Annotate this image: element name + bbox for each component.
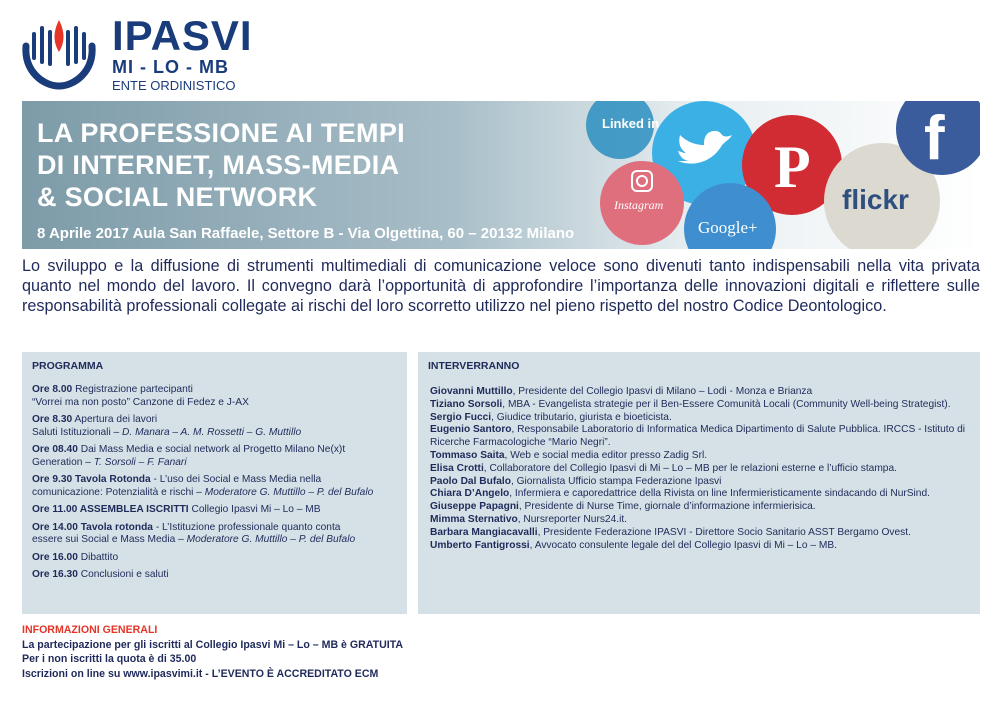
program-item <box>32 474 397 499</box>
speaker-item <box>430 540 968 553</box>
program-text: Apertura dei lavori <box>74 414 158 425</box>
program-time: Ore 8.00 <box>32 384 73 395</box>
svg-text:f: f <box>924 104 945 173</box>
speaker-role: , Giornalista Ufficio stampa Federazione Ipasvi <box>510 475 722 487</box>
svg-text:flickr: flickr <box>842 184 909 215</box>
speaker-name: Umberto Fantigrossi <box>430 539 530 551</box>
program-speakers: T. Sorsoli – F. Fanari <box>93 456 187 468</box>
hands-flame-icon <box>20 12 98 92</box>
speaker-role: , Giudice tributario, giurista e bioeticista. <box>491 411 672 423</box>
speaker-role: , Presidente di Nurse Time, giornale d’informazione infermierisica. <box>518 501 816 513</box>
program-item <box>32 384 397 409</box>
speaker-item <box>430 488 968 501</box>
speaker-item <box>430 501 968 514</box>
speaker-name: Paolo Dal Bufalo <box>430 475 511 487</box>
program-text: Dai Mass Media e social network al Progetto Milano Ne(x)t <box>80 444 346 455</box>
speaker-item <box>430 514 968 527</box>
speaker-item <box>430 476 968 489</box>
speaker-role: , Web e social media editor presso Zadig Srl. <box>504 449 708 461</box>
program-item <box>32 522 397 547</box>
program-text: Collegio Ipasvi Mi – Lo – MB <box>191 504 321 515</box>
speaker-name: Giuseppe Papagni <box>430 501 519 513</box>
svg-text:Instagram: Instagram <box>614 198 664 212</box>
instagram-icon <box>600 161 684 245</box>
program-speakers: Moderatore G. Muttillo – P. del Bufalo <box>186 534 356 545</box>
event-description: Lo sviluppo e la diffusione di strumenti multimediali di comunicazione veloce sono divenuti tanto indispensabili nella vita privata quanto nel mondo del lavoro. Il convegno darà l’opportunità di approfondire l’importanza delle innovazioni digitali e riflettere sulle responsabilità professionali collegate ai rischi del loro scorretto utilizzo nel pieno rispetto del nostro Codice Deontologico. <box>22 257 980 315</box>
speaker-name: Elisa Crotti <box>430 462 484 474</box>
speaker-name: Chiara D’Angelo <box>430 488 510 500</box>
program-text: Dibattito <box>80 551 119 563</box>
program-list <box>22 380 407 582</box>
program-item <box>32 504 397 517</box>
svg-text:Google+: Google+ <box>698 218 758 237</box>
program-time: Ore 08.40 <box>32 444 78 455</box>
logo-entity: ENTE ORDINISTICO <box>112 78 236 93</box>
speaker-role: , Responsabile Laboratorio di Informatica Medica Dipartimento di Salute Pubblica. IRCCS - Istituto di Ricerche Farmacologiche “Mario Negri”. <box>430 424 966 449</box>
speaker-name: Giovanni Muttillo <box>430 386 513 397</box>
speaker-role: , Presidente Federazione IPASVI - Direttore Socio Sanitario ASST Bergamo Ovest. <box>537 526 911 538</box>
program-time: Ore 8.30 <box>32 414 73 425</box>
speaker-role: , MBA - Evangelista strategie per il Ben-Essere Comunità Locali (Community Well-being Strategist). <box>502 398 951 410</box>
linkedin-icon <box>586 101 659 159</box>
speaker-item <box>430 386 968 399</box>
program-text: - L’uso dei Social e Mass Media nella <box>153 474 322 485</box>
program-text: Registrazione partecipanti <box>75 384 193 395</box>
program-time: Ore 16.30 <box>32 569 78 580</box>
program-text-line2: Saluti Istituzionali – <box>32 426 123 438</box>
event-date-location: 8 Aprile 2017 Aula San Raffaele, Settore B - Via Olgettina, 60 – 20132 Milano <box>37 225 575 242</box>
program-text-line2: “Vorrei ma non posto” Canzone di Fedez e J-AX <box>32 396 249 408</box>
program-time: Ore 14.00 Tavola rotonda <box>32 521 153 533</box>
speaker-role: , Presidente del Collegio Ipasvi di Milano – Lodi - Monza e Brianza <box>512 386 813 397</box>
program-item <box>32 444 397 469</box>
speaker-item <box>430 527 968 540</box>
speaker-item <box>430 399 968 412</box>
speakers-heading: INTERVERRANNO <box>428 360 520 372</box>
info-fee-members: La partecipazione per gli iscritti al Collegio Ipasvi Mi – Lo – MB è GRATUITA <box>22 638 404 651</box>
program-text-line2: Generation – <box>32 456 94 468</box>
logo-subtitle: MI - LO - MB <box>112 57 229 77</box>
program-item <box>32 414 397 439</box>
program-panel <box>22 352 407 614</box>
speaker-name: Barbara Mangiacavalli <box>430 526 538 538</box>
speaker-role: , Collaboratore del Collegio Ipasvi di Mi – Lo – MB per le relazioni esterne e l’ufficio stampa. <box>483 462 897 474</box>
svg-text:P: P <box>774 134 811 200</box>
program-text-line2: comunicazione: Potenzialità e rischi – <box>32 486 205 498</box>
program-speakers: D. Manara – A. M. Rossetti – G. Muttillo <box>122 426 302 438</box>
general-info <box>22 623 403 681</box>
info-fee-nonmembers: Per i non iscritti la quota è di 35.00 <box>22 653 197 666</box>
event-title: LA PROFESSIONE AI TEMPI DI INTERNET, MASS-MEDIA & SOCIAL NETWORK <box>37 118 405 212</box>
program-time: Ore 16.00 <box>32 551 78 563</box>
program-text: - L’Istituzione professionale quanto conta <box>155 521 341 533</box>
speaker-name: Eugenio Santoro <box>430 424 512 436</box>
info-heading: INFORMAZIONI GENERALI <box>22 624 158 636</box>
logo-name: IPASVI <box>112 12 253 59</box>
speakers-panel <box>418 352 980 614</box>
speaker-role: , Avvocato consulente legale del del Collegio Ipasvi di Mi – Lo – MB. <box>529 539 837 551</box>
program-time: Ore 9.30 Tavola Rotonda <box>32 474 151 485</box>
speaker-item <box>430 412 968 425</box>
info-registration: Iscrizioni on line su www.ipasvimi.it - L’EVENTO È ACCREDITATO ECM <box>22 667 379 680</box>
speaker-role: , Nursreporter Nurs24.it. <box>517 513 628 525</box>
program-text: Conclusioni e saluti <box>80 569 169 580</box>
speaker-item <box>430 463 968 476</box>
program-speakers: Moderatore G. Muttillo – P. del Bufalo <box>204 486 374 498</box>
speaker-item <box>430 424 968 450</box>
program-heading: PROGRAMMA <box>32 360 104 372</box>
program-item <box>32 569 397 582</box>
social-network-bubbles <box>552 101 980 249</box>
speaker-name: Mimma Sternativo <box>430 513 518 525</box>
program-time: Ore 11.00 ASSEMBLEA ISCRITTI <box>32 504 189 515</box>
event-banner <box>22 101 980 249</box>
speakers-list <box>418 380 980 552</box>
speaker-role: , Infermiera e caporedattrice della Rivista on line Infermieristicamente sindacando di NurSind. <box>509 488 930 500</box>
program-text-line2: essere sui Social e Mass Media – <box>32 534 187 545</box>
speaker-name: Tiziano Sorsoli <box>430 398 503 410</box>
program-item <box>32 552 397 565</box>
speaker-name: Tommaso Saita <box>430 449 505 461</box>
logo <box>20 10 260 96</box>
speaker-item <box>430 450 968 463</box>
speaker-name: Sergio Fucci <box>430 411 492 423</box>
svg-text:Linked in: Linked in <box>602 116 660 131</box>
